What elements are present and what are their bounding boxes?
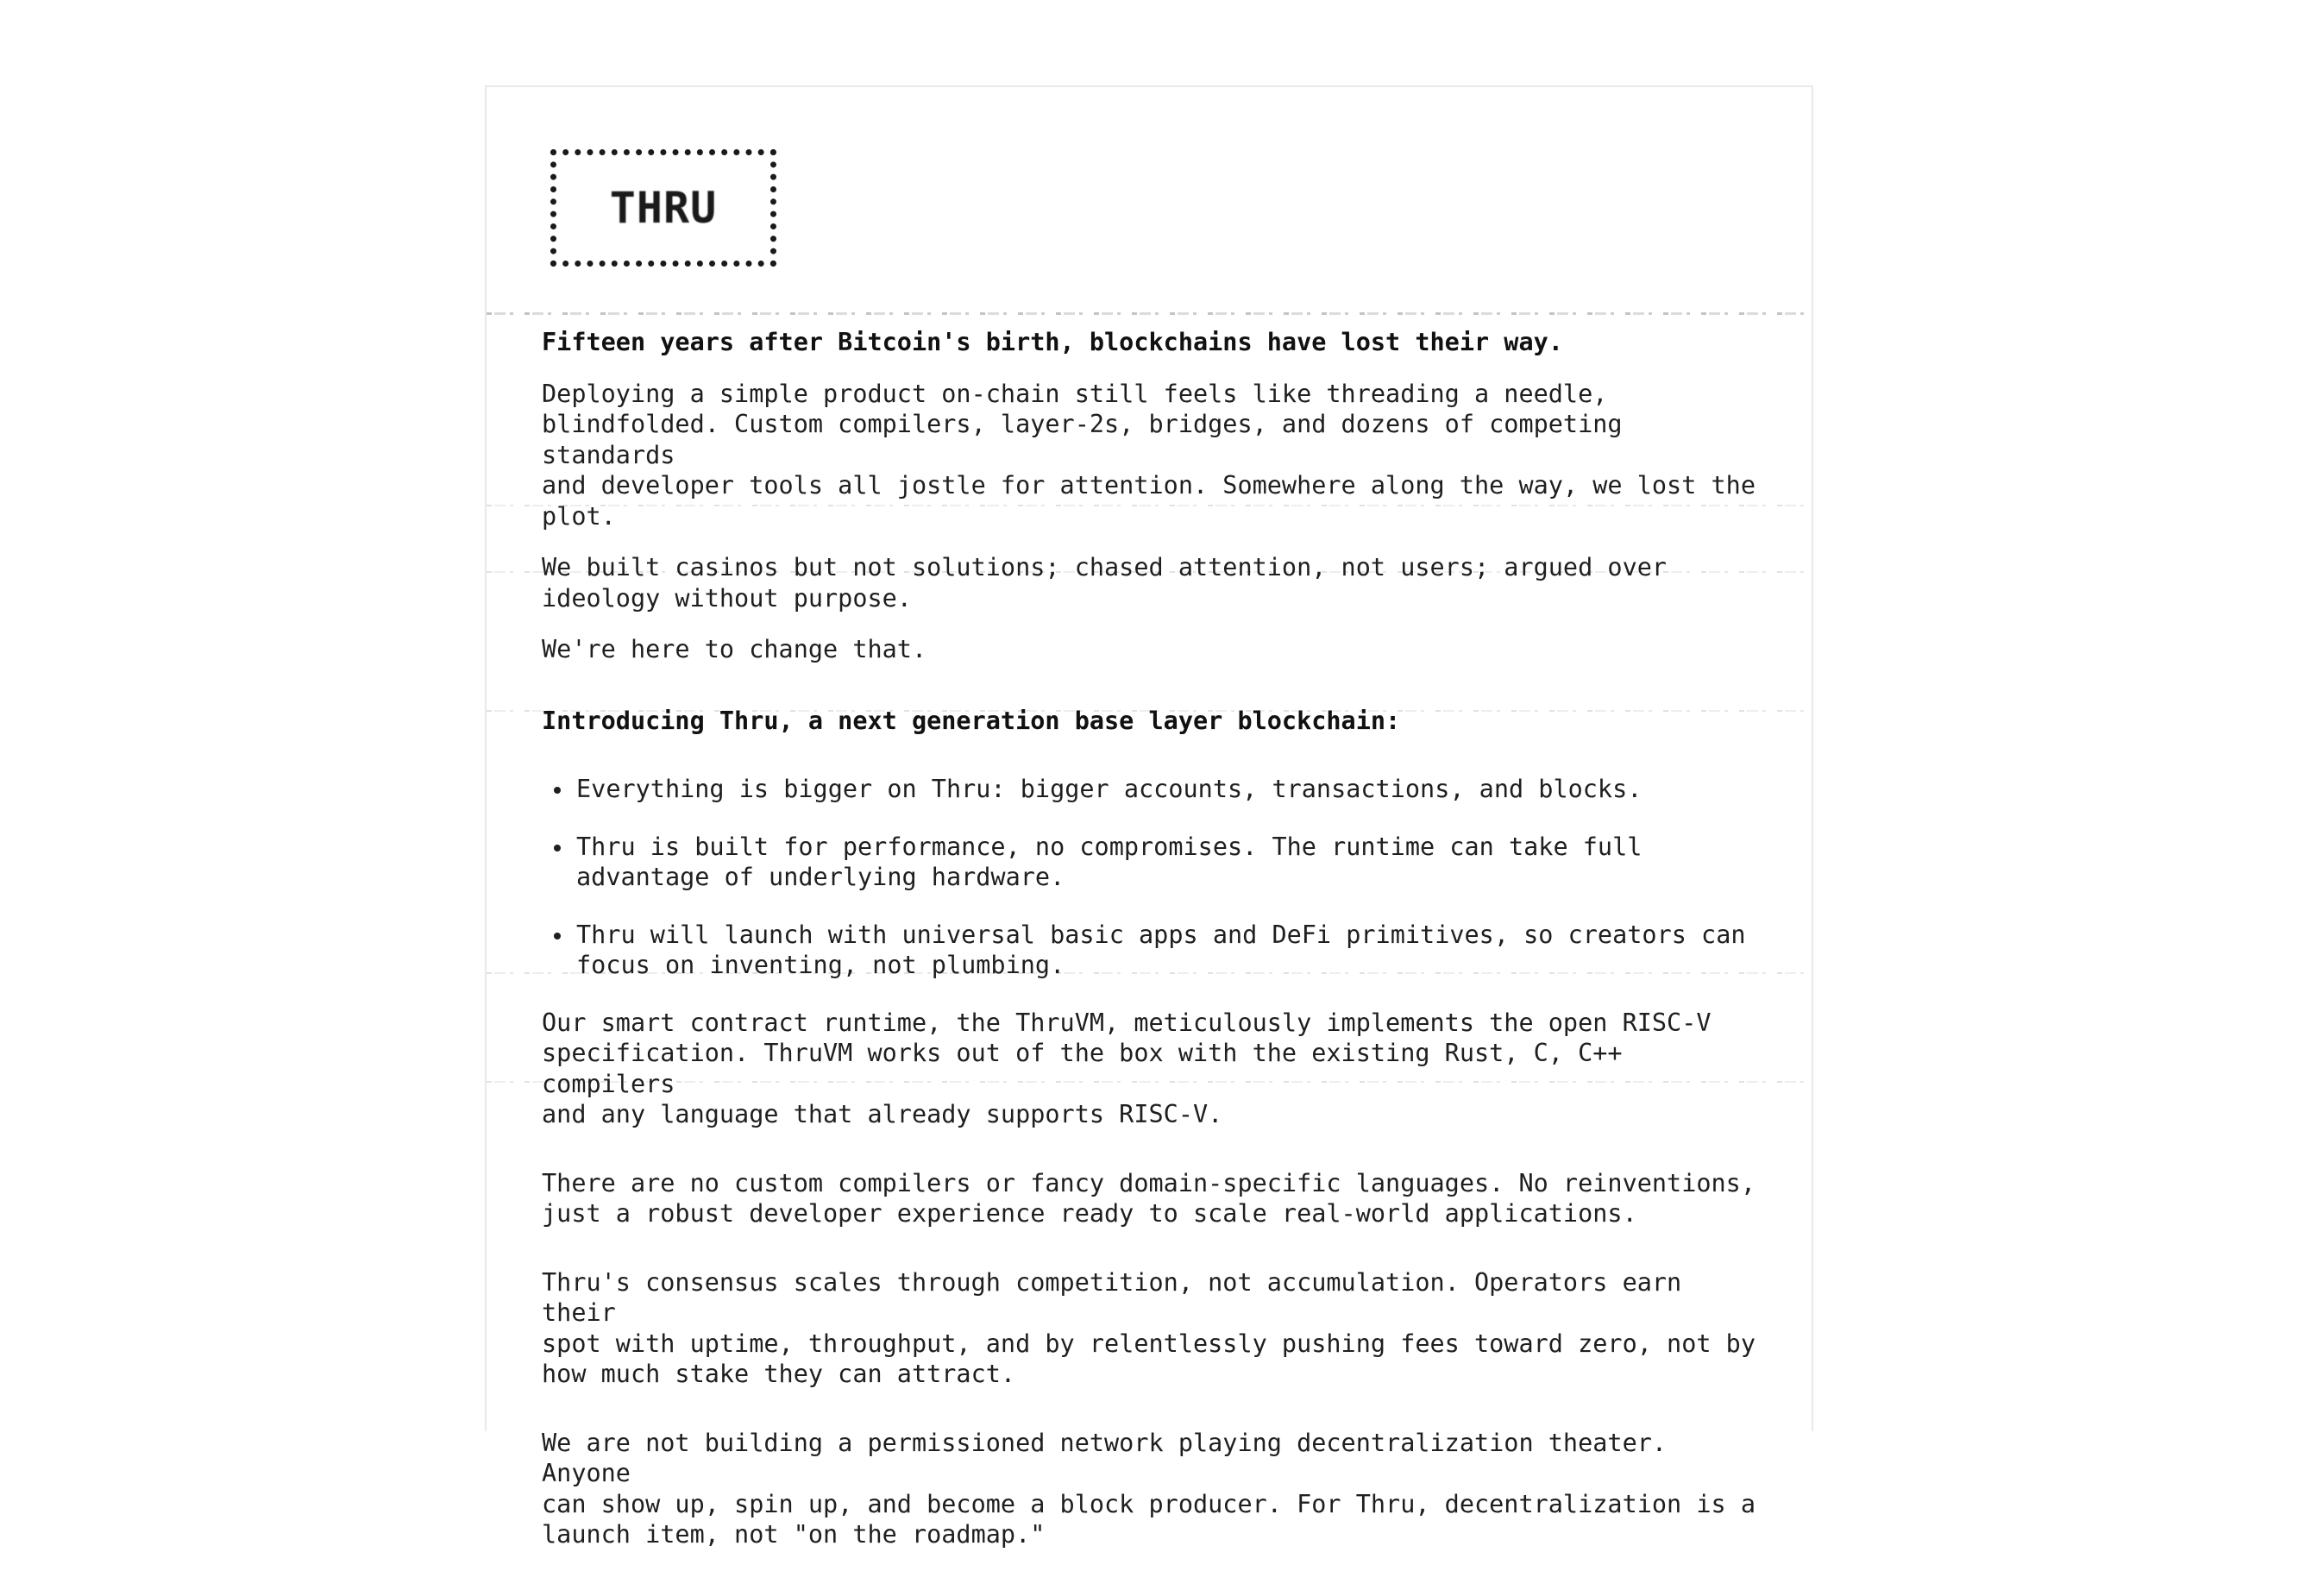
document-page xyxy=(485,85,1813,1549)
logo-text: THRU xyxy=(609,183,718,233)
feature-list xyxy=(542,774,1767,981)
intro-paragraph-1: Deploying a simple product on-chain still feels like threading a needle, blindfolded. Custom compilers, layer-2s, bridges, and dozens of competing standards and developer tools all jostle for attention. Somewhere along the way, we lost the plot. xyxy=(542,379,1756,531)
body-paragraph-decentralization: We are not building a permissioned network playing decentralization theater. Anyone can show up, spin up, and become a block producer. For Thru, decentralization is a launch item, not "on the roadmap." xyxy=(542,1428,1756,1549)
article-content xyxy=(542,327,1767,1571)
feature-item: Thru is built for performance, no compromises. The runtime can take full advantage of underlying hardware. xyxy=(542,832,1767,893)
feature-item: Everything is bigger on Thru: bigger accounts, transactions, and blocks. xyxy=(542,774,1767,805)
introducing-heading: Introducing Thru, a next generation base layer blockchain: xyxy=(542,706,1401,735)
thru-logo xyxy=(550,149,776,267)
scanline-divider xyxy=(487,312,1812,315)
feature-item: Thru will launch with universal basic apps and DeFi primitives, so creators can focus on inventing, not plumbing. xyxy=(542,920,1767,981)
body-paragraph-runtime: Our smart contract runtime, the ThruVM, meticulously implements the open RISC-V specification. ThruVM works out of the box with the existing Rust, C, C++ compilers and any language that already supports RISC-V. xyxy=(542,1008,1712,1128)
body-paragraph-compilers: There are no custom compilers or fancy domain-specific languages. No reinventions, just a robust developer experience ready to scale real-world applications. xyxy=(542,1168,1756,1228)
intro-paragraph-2: We built casinos but not solutions; chased attention, not users; argued over ideology without purpose. xyxy=(542,553,1668,613)
body-paragraph-consensus: Thru's consensus scales through competition, not accumulation. Operators earn their spot with uptime, throughput, and by relentlessly pushing fees toward zero, not by how much stake they can attract. xyxy=(542,1267,1756,1388)
headline: Fifteen years after Bitcoin's birth, blockchains have lost their way. xyxy=(542,328,1563,356)
intro-paragraph-3: We're here to change that. xyxy=(542,635,927,663)
